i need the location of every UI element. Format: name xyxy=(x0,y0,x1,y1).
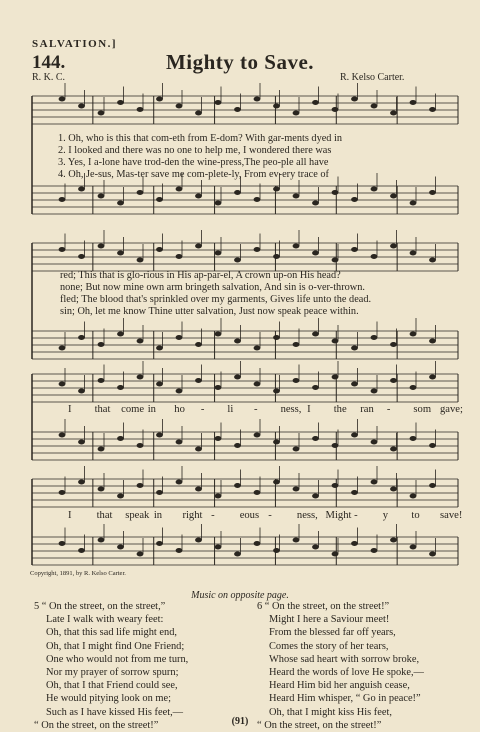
note-head xyxy=(156,247,163,252)
stanza-line: Oh, that this sad life might end, xyxy=(46,627,178,639)
note-head xyxy=(332,339,339,344)
refrain-word: som xyxy=(413,404,432,415)
note-head xyxy=(273,440,280,445)
stanza-line: “ On the street, on the street!” xyxy=(34,719,159,731)
stanza-line: Late I walk with weary feet: xyxy=(46,614,164,626)
note-head xyxy=(273,480,280,485)
refrain-word: that xyxy=(94,404,111,415)
stanza-line: Might I here a Saviour meet! xyxy=(269,614,390,626)
refrain-word: in xyxy=(153,510,163,521)
verse-3-line-2: fled; The blood that's sprinkled over my garments, Gives life unto the dead. xyxy=(60,294,372,305)
refrain-word: speak xyxy=(125,510,150,521)
note-head xyxy=(156,433,163,438)
note-head xyxy=(410,545,417,550)
note-head xyxy=(390,378,397,383)
note-head xyxy=(371,440,378,445)
stanza-line: Oh, that I might find One Friend; xyxy=(46,640,185,652)
note-head xyxy=(234,190,241,195)
note-head xyxy=(410,385,417,390)
note-head xyxy=(137,258,144,263)
note-head xyxy=(59,97,66,102)
note-head xyxy=(332,483,339,488)
note-head xyxy=(410,100,417,105)
stanza-line: Heard Him whisper, “ Go in peace!” xyxy=(269,693,421,705)
note-head xyxy=(137,339,144,344)
note-head xyxy=(98,194,105,199)
note-head xyxy=(234,483,241,488)
verse-4-line-1: 4. Oh, Je-sus, Mas-ter save me com-plete-ly, From ev-ery trace of xyxy=(58,169,329,180)
refrain-word: that xyxy=(96,510,113,521)
refrain-word: ho xyxy=(174,404,185,415)
note-head xyxy=(215,545,222,550)
note-head xyxy=(293,111,300,116)
note-head xyxy=(410,332,417,337)
note-head xyxy=(312,494,319,499)
note-head xyxy=(176,254,183,259)
note-head xyxy=(293,194,300,199)
verse-4-line-2: sin; Oh, let me know Thine utter salvation, Just now speak peace within. xyxy=(60,306,359,317)
note-head xyxy=(234,339,241,344)
note-head xyxy=(98,244,105,249)
stanza-line: Comes the story of her tears, xyxy=(269,640,389,652)
note-head xyxy=(351,97,358,102)
stanza-line: Nor my prayer of sorrow spurn; xyxy=(46,666,179,678)
stanza-line: “ On the street, on the street!” xyxy=(257,719,382,731)
note-head xyxy=(273,335,280,340)
note-head xyxy=(254,247,261,252)
note-head xyxy=(156,97,163,102)
note-head xyxy=(390,111,397,116)
refrain-word: ness, xyxy=(296,510,318,521)
note-head xyxy=(312,100,319,105)
note-head xyxy=(312,436,319,441)
note-head xyxy=(312,545,319,550)
note-head xyxy=(312,201,319,206)
note-head xyxy=(156,382,163,387)
note-head xyxy=(195,342,202,347)
note-head xyxy=(215,436,222,441)
note-head xyxy=(156,490,163,495)
note-head xyxy=(351,490,358,495)
note-head xyxy=(234,552,241,557)
refrain-word: - xyxy=(254,404,258,415)
note-head xyxy=(371,389,378,394)
note-head xyxy=(156,197,163,202)
note-head xyxy=(429,483,436,488)
note-head xyxy=(195,447,202,452)
note-head xyxy=(293,538,300,543)
note-head xyxy=(156,346,163,351)
note-head xyxy=(59,541,66,546)
note-head xyxy=(351,382,358,387)
note-head xyxy=(78,104,85,109)
note-head xyxy=(390,194,397,199)
stanza-5 xyxy=(34,600,188,732)
note-head xyxy=(176,335,183,340)
note-head xyxy=(429,375,436,380)
note-head xyxy=(195,538,202,543)
note-head xyxy=(176,187,183,192)
note-head xyxy=(78,389,85,394)
note-head xyxy=(371,548,378,553)
note-head xyxy=(254,197,261,202)
note-head xyxy=(195,111,202,116)
note-head xyxy=(429,443,436,448)
stanza-line: 6 “ On the street, on the street!” xyxy=(257,601,390,612)
note-head xyxy=(429,552,436,557)
composer-credit: R. K. C. xyxy=(32,72,66,83)
note-head xyxy=(176,440,183,445)
note-head xyxy=(390,244,397,249)
note-head xyxy=(371,104,378,109)
note-head xyxy=(254,97,261,102)
note-head xyxy=(390,342,397,347)
refrain-word: - xyxy=(386,404,391,415)
note-head xyxy=(234,107,241,112)
refrain-word: I xyxy=(307,404,311,415)
note-head xyxy=(410,251,417,256)
note-head xyxy=(254,541,261,546)
refrain-word: eous xyxy=(239,510,260,521)
stanza-6 xyxy=(257,600,424,732)
verse-1-line-1: 1. Oh, who is this that com-eth from E-dom? With gar-ments dyed in xyxy=(58,133,343,144)
note-head xyxy=(117,385,124,390)
note-head xyxy=(117,251,124,256)
note-head xyxy=(390,487,397,492)
note-head xyxy=(215,251,222,256)
note-head xyxy=(78,254,85,259)
note-head xyxy=(98,447,105,452)
music-note: Music on opposite page. xyxy=(191,590,289,601)
stanza-line: Such as I have kissed His feet,— xyxy=(46,706,184,718)
refrain-word: come xyxy=(121,404,145,415)
note-head xyxy=(254,346,261,351)
note-head xyxy=(98,538,105,543)
note-head xyxy=(234,375,241,380)
note-head xyxy=(195,244,202,249)
note-head xyxy=(59,247,66,252)
copyright-note: Copyright, 1891, by R. Kelso Carter. xyxy=(30,570,126,577)
note-head xyxy=(273,548,280,553)
note-head xyxy=(215,332,222,337)
note-head xyxy=(117,494,124,499)
stanza-line: Heard Him bid her anguish cease, xyxy=(269,680,410,692)
note-head xyxy=(78,335,85,340)
note-head xyxy=(137,190,144,195)
note-head xyxy=(176,480,183,485)
refrain-word: ran xyxy=(360,404,374,415)
note-head xyxy=(312,385,319,390)
note-head xyxy=(176,104,183,109)
stanza-line: One who would not from me turn, xyxy=(46,653,189,665)
note-head xyxy=(137,107,144,112)
note-head xyxy=(351,541,358,546)
refrain-word: ness, xyxy=(280,404,302,415)
note-head xyxy=(117,100,124,105)
note-head xyxy=(312,332,319,337)
hymn-number: 144. xyxy=(32,52,66,73)
page-number: (91) xyxy=(231,716,249,727)
note-head xyxy=(137,483,144,488)
note-head xyxy=(195,378,202,383)
note-head xyxy=(332,258,339,263)
note-head xyxy=(137,552,144,557)
note-head xyxy=(429,258,436,263)
note-head xyxy=(273,187,280,192)
stanza-line: 5 “ On the street, on the street,” xyxy=(34,601,166,612)
refrain-word: Might xyxy=(325,510,352,521)
refrain-word: in xyxy=(147,404,156,415)
note-head xyxy=(410,436,417,441)
note-head xyxy=(332,190,339,195)
note-head xyxy=(254,433,261,438)
note-head xyxy=(98,342,105,347)
note-head xyxy=(332,375,339,380)
refrain-word: the xyxy=(333,404,347,415)
note-head xyxy=(351,197,358,202)
note-head xyxy=(234,258,241,263)
stanza-line: He would pitying look on me; xyxy=(46,693,171,705)
note-head xyxy=(293,342,300,347)
note-head xyxy=(176,389,183,394)
note-head xyxy=(351,346,358,351)
note-head xyxy=(195,194,202,199)
refrain-word: li xyxy=(227,404,234,415)
note-head xyxy=(273,254,280,259)
stanza-line: Whose sad heart with sorrow broke, xyxy=(269,653,420,665)
note-head xyxy=(410,494,417,499)
note-head xyxy=(59,197,66,202)
note-head xyxy=(429,190,436,195)
verse-2-line-1: 2. I looked and there was no one to help me, I wondered there was xyxy=(58,145,332,156)
note-head xyxy=(332,443,339,448)
note-head xyxy=(293,447,300,452)
note-head xyxy=(332,552,339,557)
note-head xyxy=(215,100,222,105)
note-head xyxy=(78,548,85,553)
stanza-line: From the blessed far off years, xyxy=(269,627,396,639)
note-head xyxy=(98,487,105,492)
refrain-word: y xyxy=(382,510,389,521)
section-heading: SALVATION.] xyxy=(32,38,118,50)
refrain-word: to xyxy=(411,510,420,521)
stanza-line: Heard the words of love He spoke,— xyxy=(269,666,424,678)
note-head xyxy=(117,545,124,550)
refrain-word: right xyxy=(182,510,203,521)
note-head xyxy=(429,339,436,344)
note-head xyxy=(429,107,436,112)
verse-2-line-2: none; But now mine own arm bringeth salvation, And sin is o-ver-thrown. xyxy=(60,282,365,293)
verse-3-line-1: 3. Yes, I a-lone have trod-den the wine-press,The peo-ple all have xyxy=(58,157,329,168)
note-head xyxy=(215,201,222,206)
note-head xyxy=(390,447,397,452)
note-head xyxy=(195,487,202,492)
refrain-word: - xyxy=(200,404,205,415)
note-head xyxy=(137,443,144,448)
hymn-title: Mighty to Save. xyxy=(165,50,315,74)
author-credit: R. Kelso Carter. xyxy=(340,72,405,83)
note-head xyxy=(59,433,66,438)
note-head xyxy=(254,382,261,387)
stanza-line: Oh, that I that Friend could see, xyxy=(46,680,178,692)
refrain-word: - xyxy=(354,510,358,521)
note-head xyxy=(78,187,85,192)
note-head xyxy=(371,187,378,192)
note-head xyxy=(59,346,66,351)
stanza-line: Oh, that I might kiss His feet, xyxy=(269,706,392,718)
note-head xyxy=(293,244,300,249)
note-head xyxy=(312,251,319,256)
note-head xyxy=(351,433,358,438)
note-head xyxy=(78,440,85,445)
note-head xyxy=(254,490,261,495)
note-head xyxy=(78,480,85,485)
note-head xyxy=(273,104,280,109)
note-head xyxy=(117,436,124,441)
note-head xyxy=(273,389,280,394)
note-head xyxy=(215,385,222,390)
note-head xyxy=(117,201,124,206)
note-head xyxy=(215,494,222,499)
refrain-word: gave; xyxy=(440,404,463,415)
note-head xyxy=(117,332,124,337)
note-head xyxy=(371,335,378,340)
note-head xyxy=(59,490,66,495)
note-head xyxy=(176,548,183,553)
refrain-word: save! xyxy=(440,510,463,521)
note-head xyxy=(410,201,417,206)
note-head xyxy=(293,487,300,492)
note-head xyxy=(293,378,300,383)
note-head xyxy=(137,375,144,380)
note-head xyxy=(59,382,66,387)
note-head xyxy=(234,443,241,448)
verse-1-line-2: red; This that is glo-rious in His ap-par-el, A crown up-on His head? xyxy=(60,270,341,281)
refrain-word: - xyxy=(211,510,215,521)
note-head xyxy=(371,254,378,259)
note-head xyxy=(371,480,378,485)
refrain-word: I xyxy=(68,404,72,415)
note-head xyxy=(98,378,105,383)
note-head xyxy=(390,538,397,543)
refrain-word: I xyxy=(68,510,72,521)
note-head xyxy=(98,111,105,116)
refrain-word: - xyxy=(268,510,272,521)
note-head xyxy=(156,541,163,546)
note-head xyxy=(351,247,358,252)
note-head xyxy=(332,107,339,112)
